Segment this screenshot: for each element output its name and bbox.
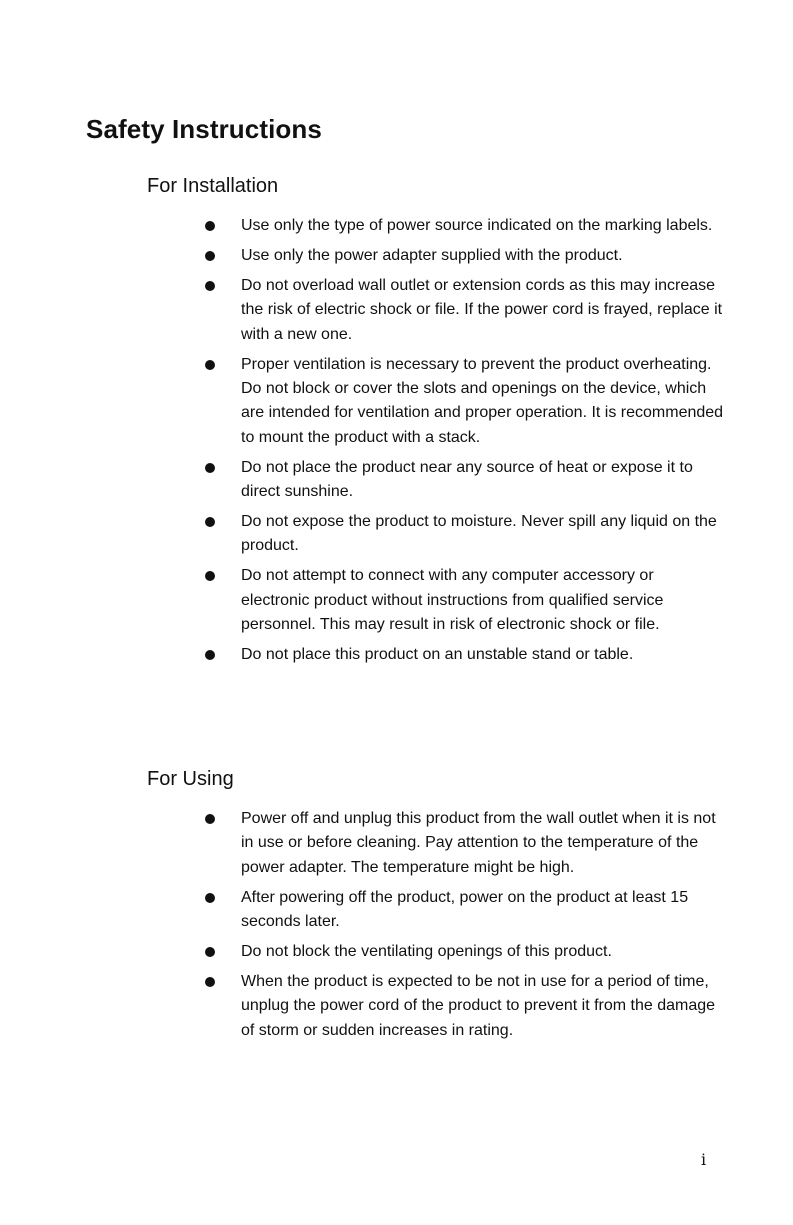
using-list [205,807,725,1049]
list-item [205,353,725,451]
list-item-text: Use only the power adapter supplied with the product. [241,246,623,264]
bullet-icon [205,221,215,231]
section-heading-installation: For Installation [147,175,279,197]
list-item [205,940,725,964]
list-item [205,274,725,347]
list-item [205,510,725,559]
bullet-icon [205,814,215,824]
page-title: Safety Instructions [86,114,322,144]
installation-list [205,214,725,673]
list-item-text: Do not expose the product to moisture. Never spill any liquid on the product. [241,512,717,555]
list-item-text: Do not place the product near any source of heat or expose it to direct sunshine. [241,458,693,501]
list-item [205,564,725,637]
list-item [205,807,725,880]
bullet-icon [205,360,215,370]
list-item [205,886,725,935]
list-item-text: Do not overload wall outlet or extension cords as this may increase the risk of electric shock or file. If the power cord is frayed, replace it with a new one. [241,276,723,343]
bullet-icon [205,977,215,987]
list-item-text: Power off and unplug this product from the wall outlet when it is not in use or before cleaning. Pay attention to the temperature of the power adapter. The temperature might be high. [241,810,716,876]
list-item-text: Proper ventilation is necessary to prevent the product overheating. Do not block or cover the slots and openings on the device, which are intended for ventilation and proper operation. It is recommended to mount the product with a stack. [241,355,724,446]
list-item [205,643,725,667]
list-item [205,970,725,1043]
list-item-text: Do not attempt to connect with any computer accessory or electronic product without instructions from qualified service personnel. This may result in risk of electronic shock or file. [241,567,664,634]
bullet-icon [205,281,215,291]
bullet-icon [205,463,215,473]
list-item-text: Use only the type of power source indicated on the marking labels. [241,217,713,234]
bullet-icon [205,650,215,660]
section-heading-using: For Using [147,768,234,790]
list-item [205,456,725,505]
bullet-icon [205,571,215,581]
bullet-icon [205,893,215,903]
list-item [205,214,725,238]
list-item-text: After powering off the product, power on the product at least 15 seconds later. [241,888,689,931]
list-item [205,244,725,268]
bullet-icon [205,251,215,261]
bullet-icon [205,517,215,527]
bullet-icon [205,947,215,957]
list-item-text: When the product is expected to be not in use for a period of time, unplug the power cord of the product to prevent it from the damage of storm or sudden increases in rating. [241,972,716,1039]
page-number: i [701,1150,707,1169]
list-item-text: Do not block the ventilating openings of this product. [241,943,612,961]
list-item-text: Do not place this product on an unstable stand or table. [241,646,634,663]
